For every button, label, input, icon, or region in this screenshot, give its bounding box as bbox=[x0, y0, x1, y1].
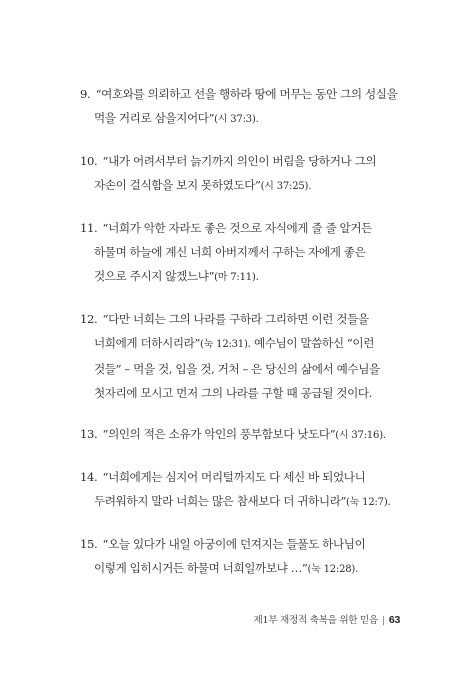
entry-commentary: 예수님이 말씀하신 “이런 것들” – 먹을 것, 입을 것, 거처 – 은 당신의 삶에서 예수님을 첫자리에 모시고 먼저 그의 나라를 구할 때 공급될 것이다. bbox=[94, 336, 380, 400]
verse-reference: (시 37:16). bbox=[335, 430, 386, 441]
entry-text: “다만 너희는 그의 나라를 구하라 그리하면 이런 것들을 너희에게 더하시리라” bbox=[94, 312, 369, 350]
scripture-list bbox=[80, 82, 398, 599]
page-number: 63 bbox=[388, 614, 400, 626]
list-item bbox=[80, 149, 398, 199]
list-item bbox=[80, 422, 398, 448]
section-title: 제1부 재정적 축복을 위한 믿음 bbox=[253, 615, 378, 626]
entry-number: 10. bbox=[80, 154, 98, 168]
entry-text: “오늘 있다가 내일 아궁이에 던져지는 들풀도 하나님이 이렇게 입히시거든 하물며 너희일까보냐 …” bbox=[94, 537, 366, 575]
list-item bbox=[80, 216, 398, 290]
entry-number: 15. bbox=[80, 537, 98, 551]
list-item bbox=[80, 82, 398, 132]
verse-reference: (눅 12:31). bbox=[200, 339, 251, 350]
page-footer bbox=[254, 612, 400, 626]
verse-reference: (마 7:11). bbox=[214, 272, 259, 283]
list-item bbox=[80, 532, 398, 582]
entry-number: 9. bbox=[80, 87, 91, 101]
verse-reference: (눅 12:7). bbox=[346, 497, 391, 508]
footer-separator: | bbox=[381, 615, 385, 626]
entry-number: 14. bbox=[80, 470, 98, 484]
entry-number: 11. bbox=[80, 221, 98, 235]
entry-number: 12. bbox=[80, 312, 98, 326]
list-item bbox=[80, 307, 398, 405]
entry-text: “내가 어려서부터 늙기까지 의인이 버림을 당하거나 그의 자손이 걸식함을 보지 못하였도다” bbox=[94, 154, 377, 192]
entry-text: “너희가 악한 자라도 좋은 것으로 자식에게 줄 줄 알거든 하물며 하늘에 계신 너희 아버지께서 구하는 자에게 좋은 것으로 주시지 않겠느냐” bbox=[94, 221, 372, 283]
entry-text: “의인의 적은 소유가 악인의 풍부함보다 낫도다” bbox=[102, 427, 336, 441]
entry-text: “여호와를 의뢰하고 선을 행하라 땅에 머무는 동안 그의 성실을 먹을 거리로 삼을지어다” bbox=[94, 87, 398, 125]
entry-number: 13. bbox=[80, 427, 98, 441]
verse-reference: (시 37:25). bbox=[260, 181, 312, 192]
entry-text: “너희에게는 심지어 머리털까지도 다 세신 바 되었나니 두려워하지 말라 너희는 많은 참새보다 더 귀하니라” bbox=[94, 470, 366, 508]
list-item bbox=[80, 465, 398, 515]
verse-reference: (시 37:3). bbox=[214, 114, 259, 125]
verse-reference: (눅 12:28). bbox=[307, 564, 359, 575]
